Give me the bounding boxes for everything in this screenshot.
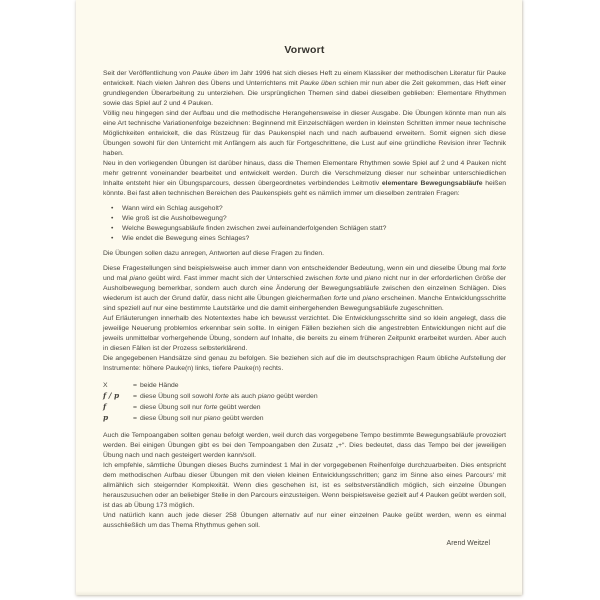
text-run: Auf Erläuterungen innerhalb des Notentextes habe ich bewusst verzichtet. Die Entwicklungsschritte sind so klein angelegt, dass die jeweilige Neuerung problemlos erkennbar sein sollte. In einigen Fällen beziehen sich die angestrebten Entwicklungen nicht auf die jeweils unmittelbar vorhergehende Übung, sondern auf Inhalte, die bereits zu einem früheren Zeitpunkt erarbeitet wurden. Aber auch in diesen Fällen ist der Prozess selbsterklärend. [103,315,506,352]
question-list [103,204,506,244]
paragraph [103,314,506,354]
legend-symbol: X [103,382,108,389]
question-item: • Wann wird ein Schlag ausgeholt? [122,204,506,214]
legend-equals: = [133,404,137,411]
text-run: geübt werden [274,393,318,400]
text-run: Die angegebenen Handsätze sind genau zu befolgen. Sie beziehen sich auf die im deutschsprachigen Raum übliche Aufstellung der Instrumente: höhere Pauke(n) links, tiefere Pauke(n) rechts. [103,355,506,372]
legend-symbol: f [103,402,107,411]
italic-text: forte [492,265,506,272]
symbol-legend [103,381,506,424]
page-content [103,0,506,547]
italic-text: forte [335,275,350,282]
text-run: Ich empfehle, sämtliche Übungen dieses Buchs zumindest 1 Mal in der vorgegebenen Reihenfolge durchzuarbeiten. Dies entspricht dem methodischen Aufbau dieser Übungen mit den vielen kleinen Entwicklungsschritten; ganz im Sinne also eines Parcours' mit allmählich sich steigernder Komplexität. Wenn dies geschehen ist, ist es selbstverständlich möglich, sich einzelne Übungen herauszusuchen oder an beliebiger Stelle in den Parcours einzusteigen. Wenn beispielsweise gezielt auf 4 Pauken geübt werden soll, ist das ab Übung 173 möglich. [103,462,506,509]
legend-text [140,381,506,391]
paragraph [103,354,506,374]
text-run: im Jahr 1996 hat sich dieses Heft zu einem Klassiker der methodischen Literatur für Pauke entwickelt. Nach vielen Jahren des Übens und Unterrichtens mit [103,70,507,87]
text-run: Diese Fragestellungen sind beispielsweise auch immer dann von entscheidender Bedeutung, wenn ein und dieselbe Übung mal [103,265,493,272]
text-run: schien mir nun aber die Zeit gekommen, das Heft einer grundlegenden Überarbeitung zu unterziehen. Die ursprünglichen Themen sind dabei dieselben geblieben: Elementare Rhythmen sowie das Spiel auf 2 und 4 Pauken. [103,80,507,107]
paragraph [103,159,506,199]
document-page [76,0,522,595]
italic-text: forte [333,295,348,302]
text-run: und mal [103,275,130,282]
text-run: Auch die Tempoangaben sollten genau befolgt werden, weil durch das vorgegebene Tempo bestimmte Bewegungsabläufe provoziert werden. Bei einigen Übungen gibt es bei den Tempoangaben den Zusatz „+“. Dies bedeutet, dass das Tempo bei der jeweiligen Übung nach und nach gesteigert werden kann/soll. [103,432,506,459]
paragraph [103,109,506,159]
italic-text: piano [257,393,275,400]
italic-text: piano [129,275,147,282]
text-run: heißen könnte. Bei fast allen technischen Bereichen des Paukenspiels geht es nämlich immer um dieselben zentralen Fragen: [103,180,507,197]
italic-text: forte [203,404,218,411]
text-run: und [349,275,365,282]
legend-symbol: p [103,413,109,422]
legend-equals: = [133,415,137,422]
page-title: Vorwort [284,44,325,56]
italic-text: Pauke üben [192,70,229,77]
legend-row [103,381,506,391]
legend-text [140,392,506,402]
text-run: geübt werden [220,415,264,422]
text-run: geübt werden [217,404,261,411]
author-signature: Arend Weitzel [446,540,490,547]
italic-text: forte [215,393,229,400]
legend-row [103,391,506,402]
italic-text: piano [364,275,382,282]
paragraph [103,69,506,109]
text-run: Die Übungen sollen dazu anregen, Antworten auf diese Fragen zu finden. [103,250,325,257]
legend-text [140,414,506,424]
legend-text [140,403,506,413]
italic-text: Pauke üben [299,80,337,87]
italic-text: piano [203,415,221,422]
legend-equals: = [133,393,137,400]
text-run: Und natürlich kann auch jede dieser 258 Übungen alternativ auf nur einer einzelnen Pauke geübt werden, wenn es einmal ausschließlich um das Thema Rhythmus gehen soll. [103,512,506,529]
bold-text: elementare Bewegungsabläufe [381,180,483,187]
text-run: beide Hände [139,382,179,389]
paragraph [103,249,506,259]
text-run: nicht nur in der erforderlichen Größe der Ausholbewegung bemerkbar, sondern auch durch eine Änderung der Bewegungsabläufe zwischen den einzelnen Schlägen. Dies wiederum ist auch der Grund dafür, dass nicht alle Übungen gleichermaßen [103,275,506,302]
italic-text: piano [362,295,380,302]
text-run: diese Übung soll nur [139,404,204,411]
text-run: diese Übung soll nur [139,415,204,422]
legend-symbol: f / p [103,391,120,400]
legend-row [103,402,506,413]
text-run: erscheinen. Manche Entwicklungsschritte sind speziell auf nur eine bestimmte Lautstärke und die damit einhergehenden Bewegungsabläufe zugeschnitten. [103,295,506,312]
text-run: geübt wird. Fast immer macht sich der Unterschied zwischen [146,275,336,282]
paragraph [103,431,506,461]
text-run: Seit der Veröffentlichung von [103,70,193,77]
question-item: • Wie groß ist die Ausholbewegung? [122,214,506,224]
document-body [103,69,506,531]
legend-row [103,413,506,424]
paragraph [103,511,506,531]
text-run: Völlig neu hingegen sind der Aufbau und die methodische Herangehensweise in dieser Ausgabe. Die Übungen könnte man nun als eine Art technische Variationenfolge bezeichnen: Beginnend mit Einzelschlägen werden in kleinsten Schritten immer neue technische Möglichkeiten entwickelt, die das Rüstzeug für das Paukenspiel nach und nach aufbauend erweitern. Somit eignen sich diese Übungen sowohl für den Unterricht mit Anfängern als auch für Fortgeschrittene, die Lust auf eine gründliche Revision ihrer Technik haben. [103,110,506,157]
legend-equals: = [133,382,137,389]
text-run: als auch [228,393,258,400]
text-run: Neu in den vorliegenden Übungen ist darüber hinaus, dass die Themen Elementare Rhythmen sowie Spiel auf 2 und 4 Pauken nicht mehr getrennt voneinander bearbeitet und entwickelt werden. Durch die Verschmelzung dieser nur scheinbar unterschiedlichen Inhalte entsteht hier ein Übungsparcours, dessen übergeordnetes verbindendes Leitmotiv [103,160,506,187]
paragraph [103,461,506,511]
text-run: und [347,295,363,302]
text-run: diese Übung soll sowohl [139,393,216,400]
paragraph [103,264,506,314]
question-item: • Wie endet die Bewegung eines Schlages? [122,234,506,244]
question-item: • Welche Bewegungsabläufe finden zwischen zwei aufeinanderfolgenden Schlägen statt? [122,224,506,234]
